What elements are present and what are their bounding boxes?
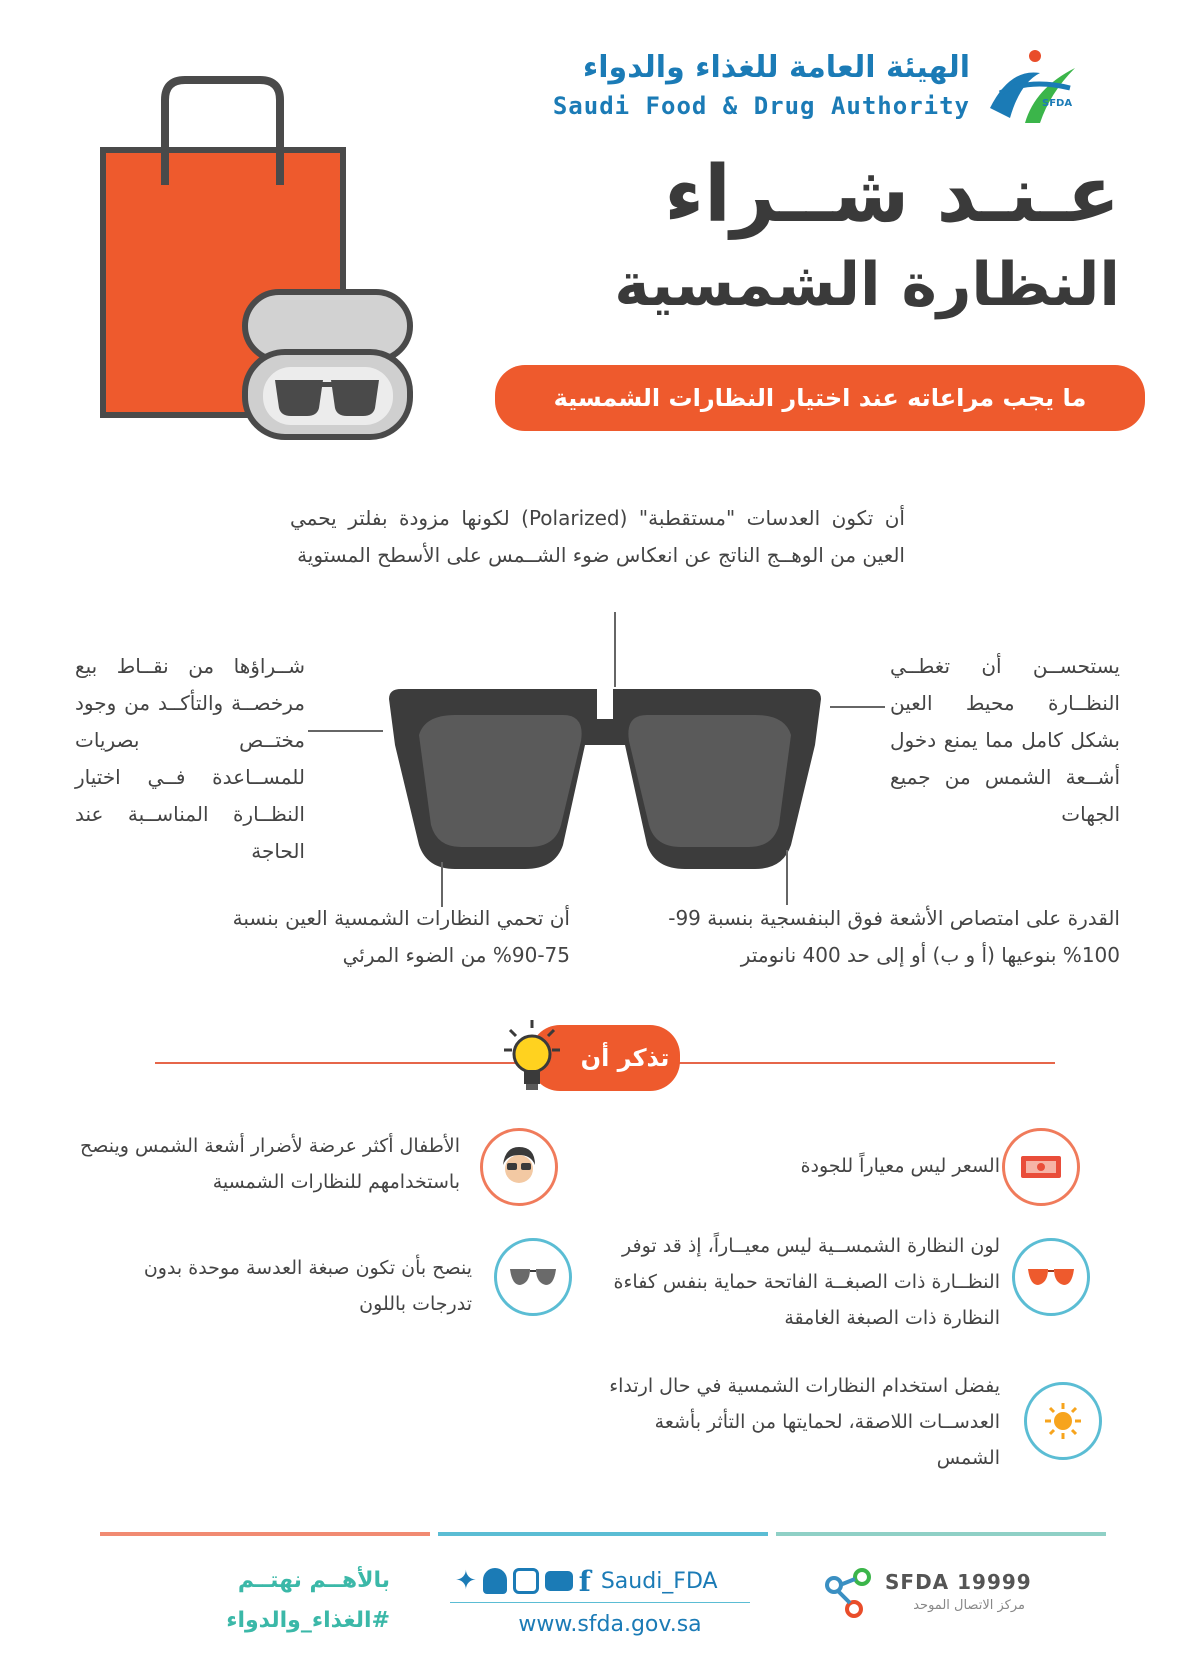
shopping-bag-illustration (95, 70, 425, 450)
tip-icon-uniform-tint (494, 1238, 572, 1316)
logo-mark-text: SFDA (1042, 98, 1073, 109)
point-licensed-seller: شــراؤها من نقــاط بيع مرخصــة والتأكــد من وجود مختــص بصريات للمســاعدة فــي اختيار النظــارة المناســبة عند الحاجة (75, 654, 305, 863)
footer-divider (438, 1532, 768, 1536)
tip-lens-color: لون النظارة الشمســية ليس معيــاراً، إذ قد توفر النظــارة ذات الصبغــة الفاتحة حماية بنفس كفاءة النظارة ذات الصبغة الغامقة (613, 1235, 1000, 1329)
snapchat-icon[interactable] (483, 1568, 507, 1594)
tip-price: السعر ليس معياراً للجودة (800, 1155, 1000, 1177)
sfda-logo-icon (980, 48, 1080, 128)
hotline-logo-icon (820, 1565, 880, 1627)
child-face-icon (495, 1143, 543, 1191)
connector-line (614, 612, 616, 687)
lightbulb-icon (502, 1018, 562, 1098)
footer-slogan: بالأهــم نهتــم (237, 1568, 390, 1593)
social-handle[interactable]: Saudi_FDA (600, 1568, 718, 1594)
tip-icon-lens-color (1012, 1238, 1090, 1316)
tip-icon-contact-lenses (1024, 1382, 1102, 1460)
orange-sunglasses-icon (1026, 1265, 1076, 1289)
remember-label: تذكر أن (530, 1025, 680, 1091)
connector-line (830, 706, 885, 708)
footer-hashtag[interactable]: #الغذاء_والدواء (226, 1608, 390, 1633)
grey-sunglasses-icon (508, 1265, 558, 1289)
website-link[interactable]: www.sfda.gov.sa (518, 1612, 702, 1637)
price-tag-icon (1019, 1152, 1063, 1182)
social-icons (455, 1564, 718, 1598)
tip-uniform-tint: ينصح بأن تكون صبغة العدسة موحدة بدون تدرجات باللون (143, 1257, 472, 1315)
page-title-line2: النظارة الشمسية (614, 250, 1120, 320)
subtitle-banner: ما يجب مراعاته عند اختيار النظارات الشمسية (495, 365, 1145, 431)
tip-contact-lenses: يفضل استخدام النظارات الشمسية في حال ارتداء العدســات اللاصقة، لحمايتها من التأثر بأشعة الشمس (609, 1375, 1000, 1469)
youtube-icon[interactable] (545, 1571, 573, 1591)
point-uv-protection: القدرة على امتصاص الأشعة فوق البنفسجية بنسبة 99-100% بنوعيها (أ و ب) أو إلى حد 400 نانومتر (668, 906, 1120, 967)
point-visible-light: أن تحمي النظارات الشمسية العين بنسبة 75-90% من الضوء المرئي (232, 906, 570, 967)
twitter-icon[interactable]: ✦ (455, 1566, 477, 1596)
hotline-caption: مركز الاتصال الموحد (913, 1598, 1025, 1613)
facebook-icon[interactable]: f (578, 1564, 591, 1598)
point-full-coverage: يستحســن أن تغطــي النظــارة محيط العين بشكل كامل مما يمنع دخول أشــعة الشمس من جميع الجهات (890, 654, 1120, 826)
tip-children: الأطفال أكثر عرضة لأضرار أشعة الشمس وينصح باستخدامهم للنظارات الشمسية (80, 1135, 460, 1193)
connector-line (786, 850, 788, 905)
instagram-icon[interactable] (513, 1568, 539, 1594)
tip-icon-children (480, 1128, 558, 1206)
sunglasses-illustration (385, 685, 825, 875)
footer-divider (100, 1532, 430, 1536)
page-title-line1: عـنـد شــراء (664, 150, 1120, 240)
point-polarized: أن تكون العدسات "مستقطبة" (Polarized) لكونها مزودة بفلتر يحمي العين من الوهــج الناتج عن انعكاس ضوء الشــمس على الأسطح المستوية (290, 506, 905, 567)
hotline-number[interactable]: SFDA 19999 (885, 1570, 1032, 1594)
sun-icon (1043, 1401, 1083, 1441)
footer-divider (776, 1532, 1106, 1536)
tip-icon-price (1002, 1128, 1080, 1206)
connector-line (308, 730, 383, 732)
logo-arabic-text: الهيئة العامة للغذاء والدواء (582, 50, 970, 85)
footer-divider-thin (450, 1602, 750, 1603)
logo-english-text: Saudi Food & Drug Authority (552, 92, 970, 120)
